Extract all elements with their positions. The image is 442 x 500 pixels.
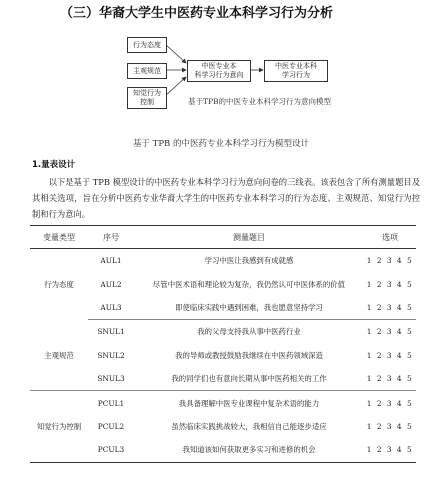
box-intention: 中医专业本 科学习行为意向 — [187, 60, 251, 82]
header-options: 选项 — [364, 226, 416, 249]
tpb-diagram — [0, 0, 442, 120]
header-variable-type: 变量类型 — [30, 226, 88, 249]
table-row — [30, 296, 416, 320]
row-item: 我的导师或教授鼓励我继续在中医药领域深造 — [175, 350, 323, 360]
row-id: PCUL2 — [97, 421, 125, 431]
row-options: 1 2 3 4 5 — [366, 327, 414, 337]
row-id: PCUL1 — [97, 398, 125, 408]
row-id: PCUL3 — [88, 438, 134, 462]
table-row — [30, 391, 416, 415]
table-row — [30, 367, 416, 391]
row-options: 1 2 3 4 5 — [364, 296, 416, 320]
row-item: 即使临床实践中遇到困难，我也愿意坚持学习 — [134, 296, 364, 320]
row-id: AUL1 — [100, 256, 122, 266]
row-item: 我的同学们也有意向长期从事中医药相关的工作 — [134, 367, 364, 391]
table-header-row — [30, 226, 416, 249]
row-item: 我具备理解中医专业课程中复杂术语的能力 — [178, 398, 320, 408]
group-type-attitude: 行为态度 — [44, 279, 74, 289]
table-row — [30, 415, 416, 438]
box-perceived-control: 知觉行为 控制 — [127, 87, 167, 109]
row-id: SNUL3 — [88, 367, 134, 391]
table-row — [30, 438, 416, 462]
row-id: AUL2 — [100, 279, 122, 289]
figure-caption: 基于TPB的中医专业本科学习行为意向模型 — [188, 97, 332, 106]
row-item: 尽管中医术语和理论较为复杂，我仍然认可中医体系的价值 — [152, 279, 346, 289]
row-options: 1 2 3 4 5 — [366, 350, 414, 360]
table-row — [30, 344, 416, 367]
row-options: 1 2 3 4 5 — [366, 256, 414, 266]
row-options: 1 2 3 4 5 — [364, 367, 416, 391]
row-options: 1 2 3 4 5 — [366, 279, 414, 289]
row-options: 1 2 3 4 5 — [366, 398, 414, 408]
group-type-norm: 主观规范 — [30, 320, 88, 391]
row-item: 我的父母支持我从事中医药行业 — [197, 327, 301, 337]
row-options: 1 2 3 4 5 — [366, 421, 414, 431]
table-row — [30, 272, 416, 295]
row-id: SNUL2 — [97, 350, 125, 360]
questionnaire-table — [30, 225, 416, 463]
row-id: AUL3 — [88, 296, 134, 320]
table-row — [30, 249, 416, 273]
model-caption: 基于 TPB 的中医药专业本科学习行为模型设计 — [132, 139, 310, 149]
arrow-attitude-to-intention — [165, 44, 186, 63]
table-row — [30, 320, 416, 344]
section-title: 1.量表设计 — [32, 160, 76, 170]
group-type-control: 知觉行为控制 — [30, 391, 88, 462]
row-item: 我知道该如何获取更多实习和进修的机会 — [134, 438, 364, 462]
box-behavior: 中医专业本科 学习行为 — [264, 60, 328, 82]
intro-paragraph: 以下是基于 TPB 模型设计的中医药专业本科学习行为意向问卷的三线表。该表包含了所有测量题目及其相关选项，旨在分析中医药专业华裔大学生的中医药专业本科学习的行为态度、主观规范、知觉行为控制和行为意向。 — [32, 177, 420, 219]
row-id: SNUL1 — [97, 327, 125, 337]
header-item: 测量题目 — [134, 226, 364, 249]
box-subjective-norm: 主观规范 — [127, 63, 167, 79]
row-item: 虽然临床实践挑战较大，我相信自己能逐步适应 — [171, 421, 327, 431]
arrow-control-to-intention — [165, 77, 186, 96]
row-options: 1 2 3 4 5 — [364, 438, 416, 462]
header-seq: 序号 — [88, 226, 134, 249]
box-attitude: 行为态度 — [127, 37, 167, 53]
page-heading: （三）华裔大学生中医药专业本科学习行为分析 — [60, 6, 334, 21]
row-item: 学习中医让我感到有成就感 — [204, 256, 294, 266]
